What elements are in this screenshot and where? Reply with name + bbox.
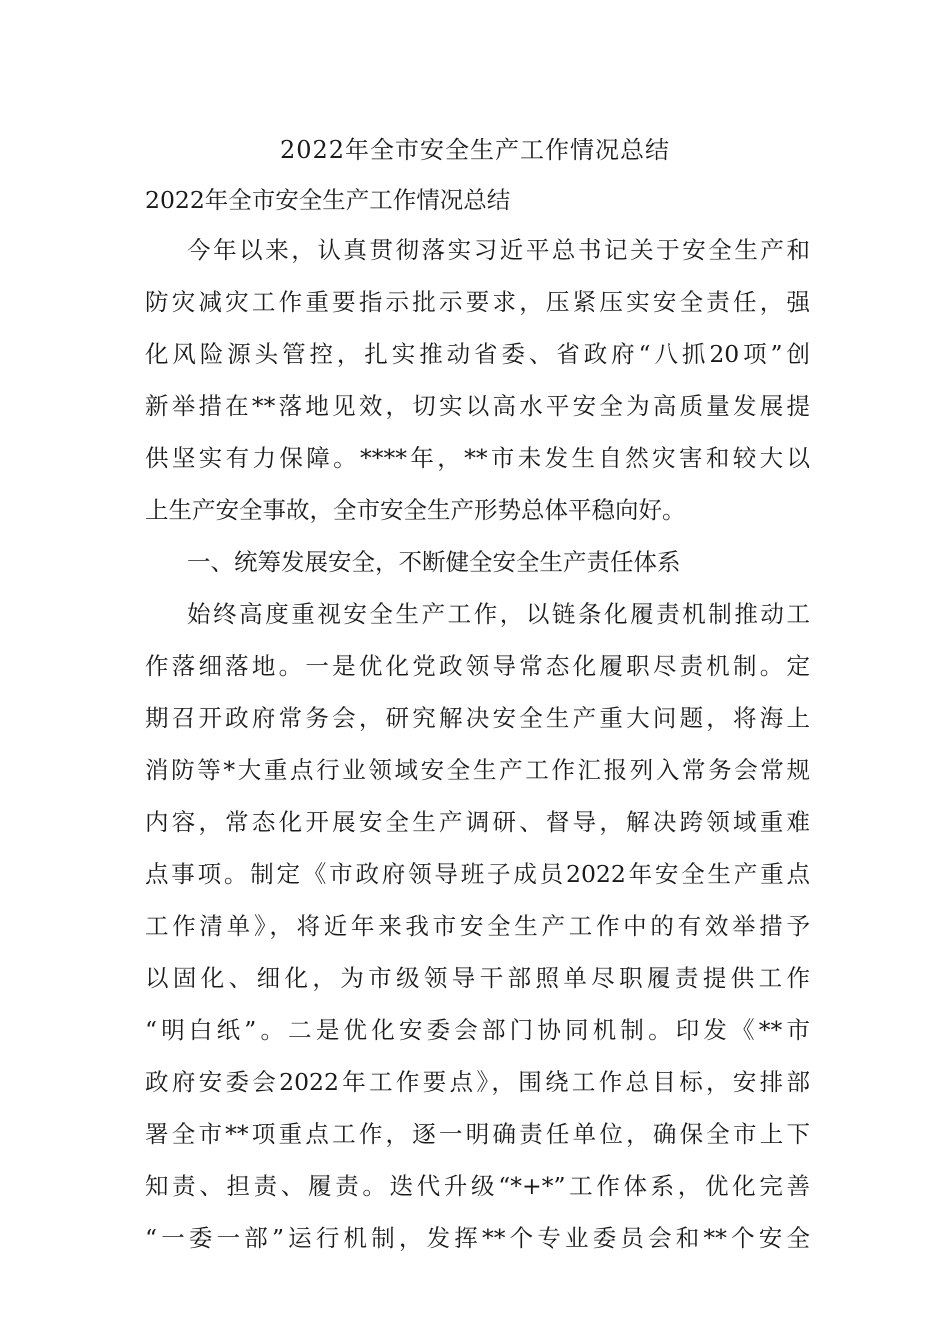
para2-line-8: 以固化、细化，为市级领导干部照单尽职履责提供工作	[145, 964, 810, 992]
para2-line-5: 内容，常态化开展安全生产调研、督导，解决跨领域重难	[145, 808, 810, 836]
para2-line-12: 知责、担责、履责。迭代升级“*+*”工作体系，优化完善	[145, 1172, 810, 1200]
para2-line-13: “一委一部”运行机制，发挥**个专业委员会和**个安全	[145, 1224, 810, 1252]
para2-line-4: 消防等*大重点行业领域安全生产工作汇报列入常务会常规	[145, 756, 810, 784]
para1-line-3: 化风险源头管控，扎实推动省委、省政府“八抓20项”创	[145, 340, 810, 368]
section-heading-1: 一、统筹发展安全，不断健全安全生产责任体系	[187, 548, 681, 576]
para1-line-2: 防灾减灾工作重要指示批示要求，压紧压实安全责任，强	[145, 288, 810, 316]
para2-line-11: 署全市**项重点工作，逐一明确责任单位，确保全市上下	[145, 1120, 810, 1148]
para1-line-5: 供坚实有力保障。****年，**市未发生自然灾害和较大以	[145, 444, 810, 472]
para1-line-6: 上生产安全事故，全市安全生产形势总体平稳向好。	[145, 496, 686, 524]
para2-line-2: 作落细落地。一是优化党政领导常态化履职尽责机制。定	[145, 652, 810, 680]
para2-line-3: 期召开政府常务会，研究解决安全生产重大问题，将海上	[145, 704, 810, 732]
para2-line-7: 工作清单》，将近年来我市安全生产工作中的有效举措予	[145, 912, 810, 940]
para2-line-6: 点事项。制定《市政府领导班子成员2022年安全生产重点	[145, 860, 810, 888]
para2-line-10: 政府安委会2022年工作要点》，围绕工作总目标，安排部	[145, 1068, 810, 1096]
document-subtitle: 2022年全市安全生产工作情况总结	[145, 186, 511, 214]
para2-line-9: “明白纸”。二是优化安委会部门协同机制。印发《**市	[145, 1016, 810, 1044]
para2-line-1: 始终高度重视安全生产工作，以链条化履责机制推动工	[187, 600, 810, 628]
document-title: 2022年全市安全生产工作情况总结	[279, 136, 671, 164]
para1-line-4: 新举措在**落地见效，切实以高水平安全为高质量发展提	[145, 392, 810, 420]
para1-line-1: 今年以来，认真贯彻落实习近平总书记关于安全生产和	[187, 236, 810, 264]
